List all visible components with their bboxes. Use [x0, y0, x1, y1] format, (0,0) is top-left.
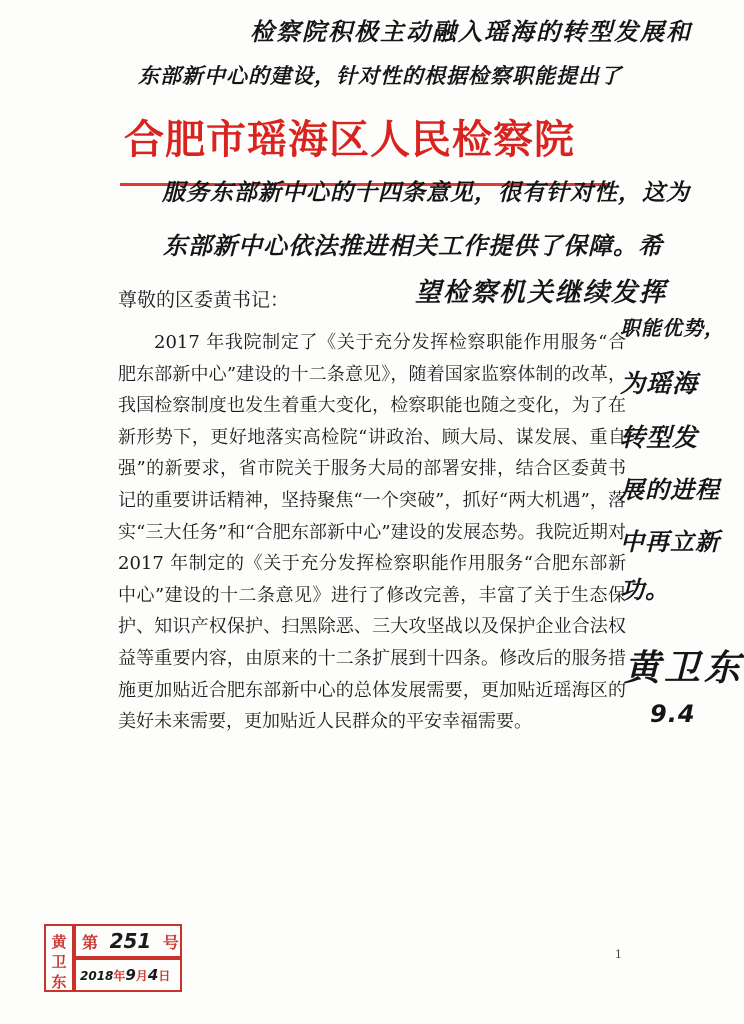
letter-body [118, 327, 626, 738]
annotation-right-line-6: 功。 [620, 576, 670, 604]
stamp-name: 黄卫东 [44, 924, 74, 992]
stamp-number-label: 第 [82, 933, 99, 952]
stamp-date-day: 4 [147, 966, 159, 984]
annotation-line-1: 检察院积极主动融入瑶海的转型发展和 [250, 18, 692, 46]
stamp-year-label: 年 [113, 969, 126, 983]
signature: 黄卫东 [624, 648, 744, 689]
letterhead-title: 合肥市瑶海区人民检察院 [124, 116, 575, 163]
letter-paragraph: 2017 年我院制定了《关于充分发挥检察职能作用服务“合肥东部新中心”建设的十二条意见》，随着国家监察体制的改革，我国检察制度也发生着重大变化，检察职能也随之变化，为了在新形势下，更好地落实高检院“讲政治、顾大局、谋发展、重自强”的新要求，省市院关于服务大局的部署安排，结合区委黄书记的重要讲话精神，坚持聚焦“一个突破”，抓好“两大机遇”，落实“三大任务”和“合肥东部新中心”建设的发展态势。我院近期对 2017 年制定的《关于充分发挥检察职能作用服务“合肥东部新中心”建设的十二条意见》进行了修改完善，丰富了关于生态保护、知识产权保护、扫黑除恶、三大攻坚战以及保护企业合法权益等重要内容，由原来的十二条扩展到十四条。修改后的服务措施更加贴近合肥东部新中心的总体发展需要，更加贴近瑶海区的美好未来需要，更加贴近人民群众的平安幸福需要。 [118, 332, 626, 733]
letter-salutation: 尊敬的区委黄书记： [118, 289, 290, 311]
annotation-right-line-1: 职能优势， [620, 316, 725, 340]
receipt-stamp [44, 922, 182, 994]
stamp-day-label: 日 [158, 969, 171, 983]
stamp-month-label: 月 [135, 969, 148, 983]
stamp-number-value: 251 [109, 929, 152, 953]
signature-date: 9.4 [650, 700, 696, 728]
annotation-line-4: 东部新中心依法推进相关工作提供了保障。希 [163, 232, 663, 260]
stamp-date-year: 2018 [80, 969, 114, 983]
annotation-line-3: 服务东部新中心的十四条意见，很有针对性，这为 [162, 180, 690, 206]
stamp-number-suffix: 号 [162, 933, 179, 952]
stamp-date [74, 958, 182, 992]
annotation-line-5: 望检察机关继续发挥 [415, 278, 668, 308]
page-number: 1 [615, 948, 622, 961]
stamp-date-month: 9 [125, 966, 136, 984]
annotation-right-line-5: 中再立新 [620, 528, 720, 556]
annotation-right-line-2: 为瑶海 [620, 369, 699, 398]
annotation-right-line-4: 展的进程 [620, 476, 720, 504]
stamp-number [74, 924, 182, 958]
annotation-right-line-3: 转型发 [620, 423, 699, 452]
annotation-line-2: 东部新中心的建设，针对性的根据检察职能提出了 [138, 64, 622, 88]
